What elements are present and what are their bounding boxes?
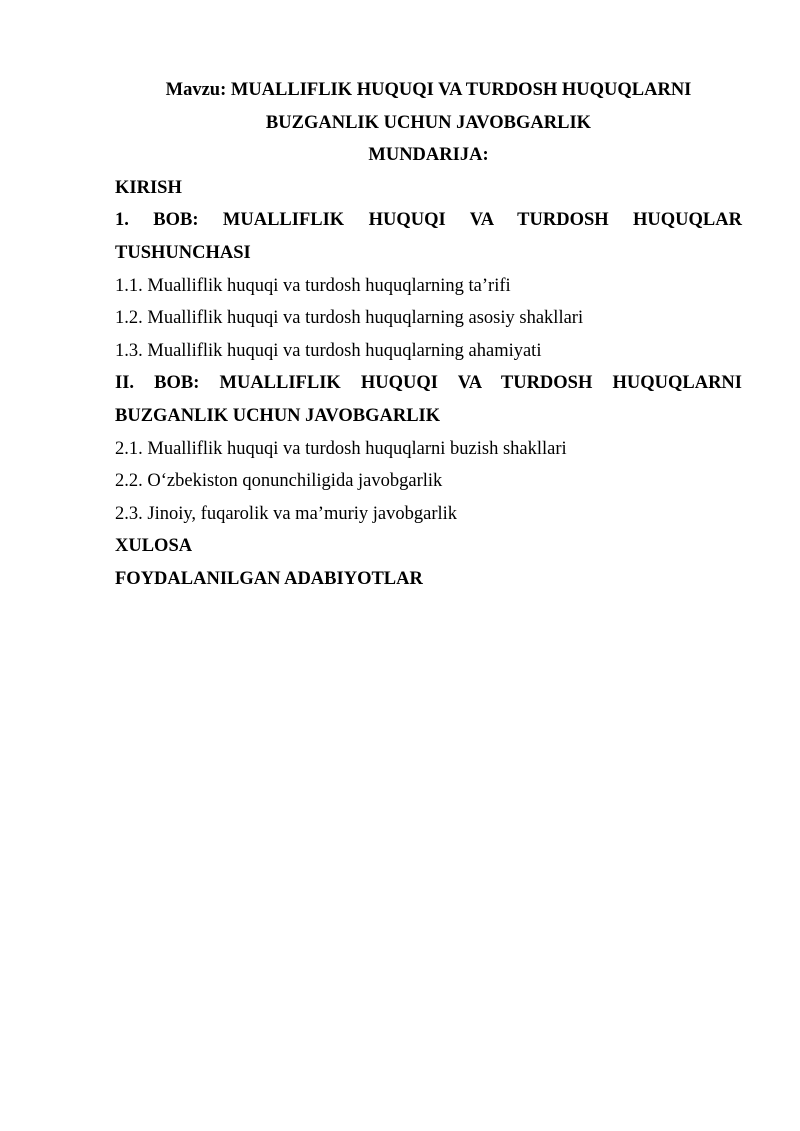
toc-section-2-1: 2.1. Mualliflik huquqi va turdosh huquqlarni buzish shakllari — [115, 438, 567, 459]
document-page — [115, 74, 742, 596]
chapter-2-title-line-2: BUZGANLIK UCHUN JAVOBGARLIK — [115, 405, 441, 426]
chapter-2-title-line-1: II. BOB: MUALLIFLIK HUQUQI VA TURDOSH HUQUQLARNI — [115, 373, 742, 394]
toc-intro: KIRISH — [115, 177, 182, 198]
toc-section-1-3: 1.3. Mualliflik huquqi va turdosh huquqlarning ahamiyati — [115, 340, 542, 361]
toc-section-2-2: 2.2. O‘zbekiston qonunchiligida javobgarlik — [115, 471, 443, 492]
chapter-1-title-line-2: TUSHUNCHASI — [115, 242, 251, 263]
toc-section-1-1: 1.1. Mualliflik huquqi va turdosh huquqlarning ta’rifi — [115, 275, 511, 296]
toc-section-1-2: 1.2. Mualliflik huquqi va turdosh huquqlarning asosiy shakllari — [115, 308, 584, 329]
contents-heading: MUNDARIJA: — [368, 145, 489, 166]
toc-chapter-2 — [115, 367, 742, 530]
title-line-1: Mavzu: MUALLIFLIK HUQUQI VA TURDOSH HUQUQLARNI — [165, 80, 692, 100]
document-title — [115, 74, 742, 139]
title-line-2: BUZGANLIK UCHUN JAVOBGARLIK — [265, 112, 592, 133]
toc-conclusion: XULOSA — [115, 536, 193, 557]
toc-chapter-1 — [115, 204, 742, 367]
toc-references: FOYDALANILGAN ADABIYOTLAR — [115, 568, 423, 589]
toc-section-2-3: 2.3. Jinoiy, fuqarolik va ma’muriy javobgarlik — [115, 503, 458, 524]
chapter-1-title-line-1: 1. BOB: MUALLIFLIK HUQUQI VA TURDOSH HUQUQLAR — [115, 210, 742, 231]
